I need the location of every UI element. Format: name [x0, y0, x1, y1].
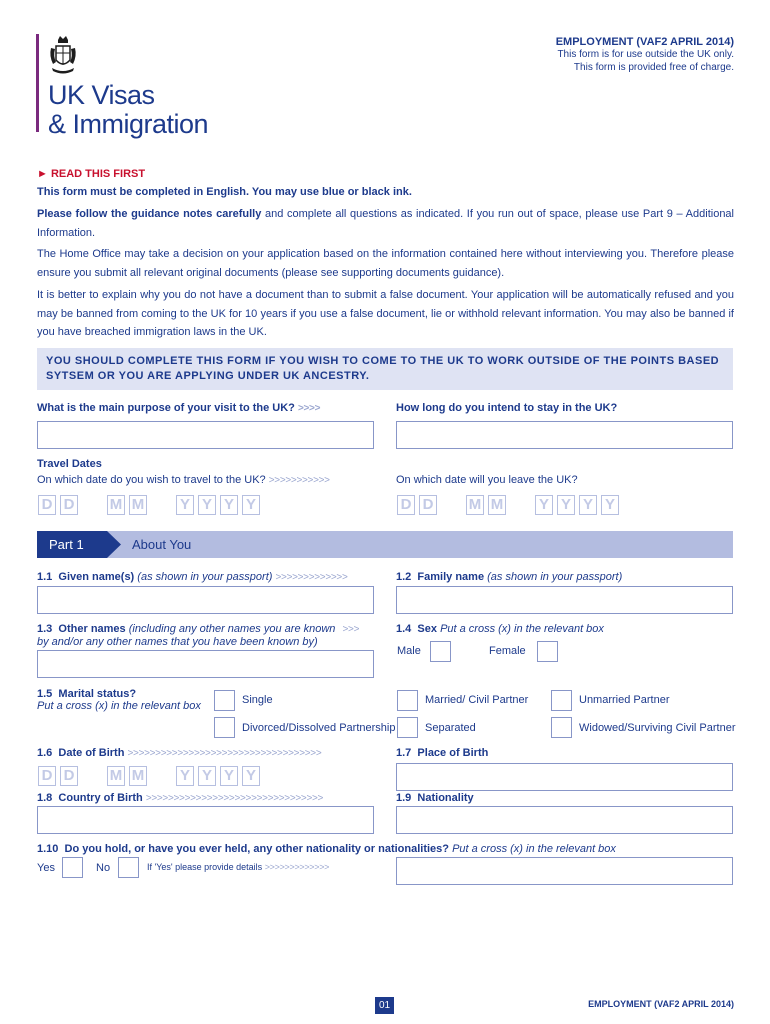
q1-9-number: 1.9	[396, 792, 412, 804]
q1-6-number: 1.6	[37, 747, 53, 759]
no-checkbox[interactable]	[118, 857, 139, 878]
purpose-input[interactable]	[37, 421, 374, 449]
date-cell[interactable]: Y	[242, 495, 260, 515]
q1-10-number: 1.10	[37, 843, 59, 855]
details-label	[147, 862, 329, 872]
page-number-badge	[375, 997, 394, 1014]
q1-1-arrows: >>>>>>>>>>>>>	[275, 572, 348, 583]
q1-4-label	[396, 623, 604, 635]
female-checkbox[interactable]	[537, 641, 558, 662]
date-cell[interactable]: M	[129, 495, 147, 515]
married-checkbox[interactable]	[397, 690, 418, 711]
date-cell[interactable]: D	[60, 495, 78, 515]
q1-2-number: 1.2	[396, 571, 412, 583]
date-cell[interactable]: D	[60, 766, 78, 786]
q1-7-number: 1.7	[396, 747, 412, 759]
date-cell[interactable]: Y	[535, 495, 553, 515]
q1-2-label	[396, 571, 622, 583]
yes-label: Yes	[37, 862, 55, 874]
q1-6-label	[37, 747, 321, 759]
date-cell[interactable]: D	[397, 495, 415, 515]
arrive-question-label: On which date do you wish to travel to the UK?	[37, 474, 266, 486]
female-label: Female	[489, 645, 526, 657]
married-label: Married/ Civil Partner	[425, 694, 529, 706]
q1-3-note-2: by and/or any other names that you have been known by)	[37, 636, 318, 648]
q1-5-note: Put a cross (x) in the relevant box	[37, 700, 201, 712]
purpose-question-label: What is the main purpose of your visit to the UK?	[37, 402, 295, 414]
play-arrow-icon: ►	[37, 168, 48, 180]
q1-3-number: 1.3	[37, 623, 53, 635]
stay-question: How long do you intend to stay in the UK?	[396, 402, 618, 414]
q1-1-title: Given name(s)	[58, 571, 135, 583]
footer-form-title: EMPLOYMENT (VAF2 APRIL 2014)	[588, 999, 734, 1009]
q1-4-number: 1.4	[396, 623, 412, 635]
part1-tab-label: Part 1	[49, 537, 84, 552]
date-cell[interactable]: Y	[220, 766, 238, 786]
arrive-question	[37, 474, 330, 486]
page-number: 01	[378, 1000, 391, 1011]
date-cell[interactable]: Y	[176, 495, 194, 515]
q1-5-title: Marital status?	[58, 688, 137, 700]
q1-9-title: Nationality	[417, 792, 474, 804]
purpose-question	[37, 402, 320, 414]
family-name-input[interactable]	[396, 586, 733, 614]
q1-2-title: Family name	[417, 571, 485, 583]
given-names-input[interactable]	[37, 586, 374, 614]
date-cell[interactable]: Y	[176, 766, 194, 786]
q1-1-number: 1.1	[37, 571, 53, 583]
q1-6-title: Date of Birth	[58, 747, 125, 759]
q1-3-arrows: >>>	[342, 624, 360, 635]
q1-2-note: (as shown in your passport)	[487, 571, 623, 583]
purpose-arrows: >>>>	[297, 403, 321, 414]
date-cell[interactable]: M	[129, 766, 147, 786]
divorced-checkbox[interactable]	[214, 717, 235, 738]
read-first-heading	[37, 168, 145, 180]
accent-rule	[36, 34, 39, 132]
royal-crest-icon	[48, 34, 78, 80]
q1-1-label	[37, 571, 348, 583]
q1-7-title: Place of Birth	[417, 747, 489, 759]
q1-8-arrows: >>>>>>>>>>>>>>>>>>>>>>>>>>>>>>>>	[145, 793, 324, 804]
nationality-input[interactable]	[396, 806, 733, 834]
date-cell[interactable]: Y	[198, 766, 216, 786]
male-checkbox[interactable]	[430, 641, 451, 662]
single-label: Single	[242, 694, 273, 706]
date-cell[interactable]: D	[38, 495, 56, 515]
other-names-input[interactable]	[37, 650, 374, 678]
date-cell[interactable]: M	[466, 495, 484, 515]
intro-paragraph-3: The Home Office may take a decision on your application based on the information contained here without interviewing you. Therefore please ensure you submit all relevant original documents (please see supporting documents guidance).	[37, 248, 734, 279]
header-form-title: EMPLOYMENT (VAF2 APRIL 2014)	[555, 36, 734, 48]
date-cell[interactable]: Y	[242, 766, 260, 786]
date-cell[interactable]: M	[488, 495, 506, 515]
widowed-checkbox[interactable]	[551, 717, 572, 738]
q1-1-note: (as shown in your passport)	[137, 571, 273, 583]
date-cell[interactable]: D	[38, 766, 56, 786]
notice-banner	[37, 348, 733, 390]
q1-10-title: Do you hold, or have you ever held, any other nationality or nationalities?	[64, 843, 449, 855]
separated-label: Separated	[425, 722, 476, 734]
intro-paragraph-2	[37, 205, 734, 242]
date-cell[interactable]: Y	[579, 495, 597, 515]
date-cell[interactable]: Y	[220, 495, 238, 515]
q1-3-label	[37, 623, 377, 648]
date-cell[interactable]: D	[419, 495, 437, 515]
q1-5-number: 1.5	[37, 688, 53, 700]
q1-10-label	[37, 843, 616, 855]
q1-8-label	[37, 792, 323, 804]
q1-8-number: 1.8	[37, 792, 53, 804]
brand-line-2: & Immigration	[48, 109, 209, 139]
notice-text: YOU SHOULD COMPLETE THIS FORM IF YOU WISH TO COME TO THE UK TO WORK OUTSIDE OF THE POINTS BASED SYTSEM OR YOU ARE APPLYING UNDER UK ANCESTRY.	[46, 355, 720, 382]
intro-paragraph-2-bold: Please follow the guidance notes carefully	[37, 208, 262, 220]
q1-4-title: Sex	[417, 623, 437, 635]
intro-paragraph-4: It is better to explain why you do not have a document than to submit a false document. Your application will be automatically refused and you may be banned from coming to the UK for 10 years if you use a false document, lie or withhold relevant information. You may also be banned if you have breached immigration laws in the UK.	[37, 289, 734, 338]
date-cell[interactable]: Y	[557, 495, 575, 515]
single-checkbox[interactable]	[214, 690, 235, 711]
q1-7-label	[396, 747, 488, 759]
arrive-arrows: >>>>>>>>>>>	[268, 475, 330, 486]
details-text: If 'Yes' please provide details	[147, 862, 263, 872]
q1-5-label	[37, 688, 201, 712]
separated-checkbox[interactable]	[397, 717, 418, 738]
q1-4-note: Put a cross (x) in the relevant box	[440, 623, 604, 635]
stay-input[interactable]	[396, 421, 733, 449]
date-cell[interactable]: Y	[198, 495, 216, 515]
unmarried-label: Unmarried Partner	[579, 694, 670, 706]
male-label: Male	[397, 645, 421, 657]
part1-title: About You	[132, 537, 192, 552]
q1-3-title: Other names	[58, 623, 126, 635]
date-cell[interactable]: M	[107, 766, 125, 786]
q1-3-note: (including any other names you are known	[128, 623, 336, 635]
header-use-note: This form is for use outside the UK only.	[557, 49, 734, 60]
widowed-label: Widowed/Surviving Civil Partner	[579, 722, 736, 734]
intro-paragraph-1: This form must be completed in English. You may use blue or black ink.	[37, 186, 412, 198]
yes-checkbox[interactable]	[62, 857, 83, 878]
details-arrows: >>>>>>>>>>>>>	[264, 862, 330, 872]
q1-10-note: Put a cross (x) in the relevant box	[452, 843, 616, 855]
travel-dates-heading: Travel Dates	[37, 458, 102, 470]
brand-line-1: UK Visas	[48, 80, 155, 110]
date-cell[interactable]: M	[107, 495, 125, 515]
header-charge-note: This form is provided free of charge.	[573, 62, 734, 73]
date-cell[interactable]: Y	[601, 495, 619, 515]
no-label: No	[96, 862, 111, 874]
unmarried-checkbox[interactable]	[551, 690, 572, 711]
divorced-label: Divorced/Dissolved Partnership	[242, 722, 396, 734]
place-of-birth-input[interactable]	[396, 763, 733, 791]
read-first-label: READ THIS FIRST	[50, 168, 146, 180]
other-nationality-details-input[interactable]	[396, 857, 733, 885]
q1-9-label	[396, 792, 474, 804]
country-of-birth-input[interactable]	[37, 806, 374, 834]
intro-paragraph-2-rest: and complete all questions as indicated. If you run out of space, please use Part 9 – Additional Information.	[37, 208, 734, 239]
leave-question: On which date will you leave the UK?	[396, 474, 578, 486]
q1-8-title: Country of Birth	[58, 792, 143, 804]
q1-6-arrows: >>>>>>>>>>>>>>>>>>>>>>>>>>>>>>>>>>>	[127, 748, 322, 759]
